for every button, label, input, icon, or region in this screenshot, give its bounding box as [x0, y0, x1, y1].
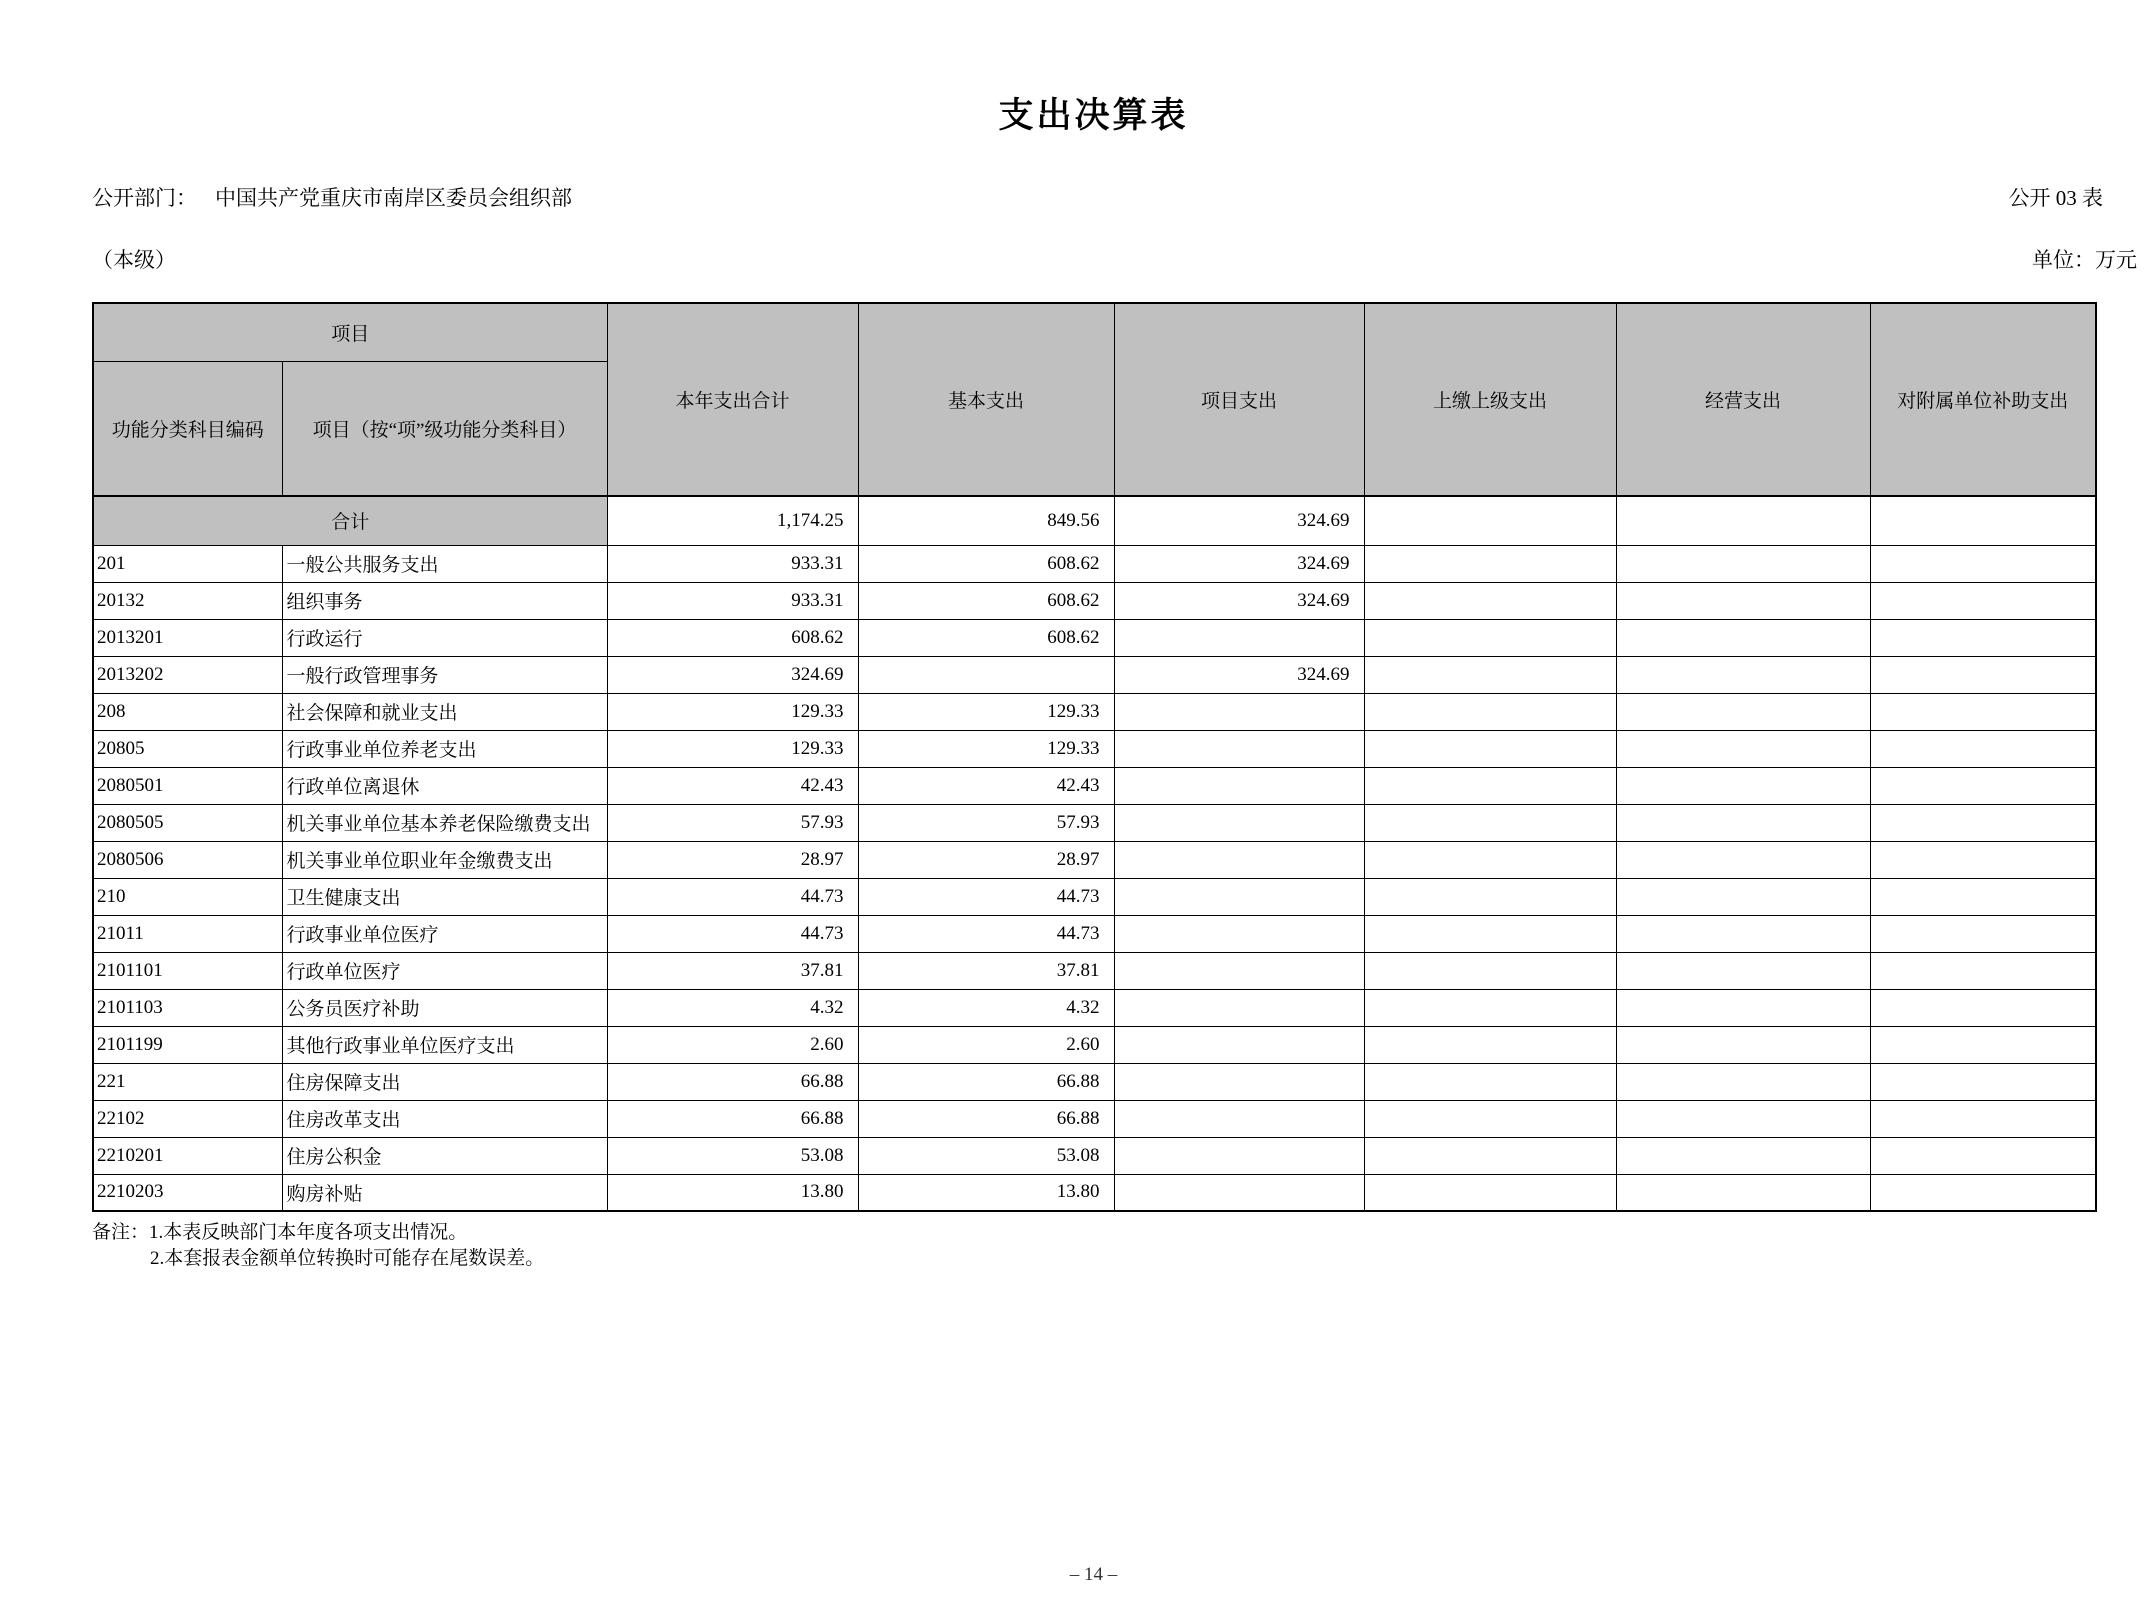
row-upper-level-expenditure [1364, 693, 1616, 730]
row-function-code: 22102 [93, 1100, 282, 1137]
row-function-code: 2101101 [93, 952, 282, 989]
row-this-year-total: 28.97 [607, 841, 858, 878]
row-this-year-total: 4.32 [607, 989, 858, 1026]
row-upper-level-expenditure [1364, 989, 1616, 1026]
row-project-expenditure [1114, 952, 1364, 989]
row-upper-level-expenditure [1364, 545, 1616, 582]
row-operating-expenditure [1616, 1100, 1870, 1137]
row-this-year-total: 2.60 [607, 1026, 858, 1063]
row-upper-level-expenditure [1364, 1137, 1616, 1174]
row-function-code: 221 [93, 1063, 282, 1100]
row-basic-expenditure: 608.62 [858, 582, 1114, 619]
row-item-name: 行政运行 [282, 619, 607, 656]
total-basic: 849.56 [858, 496, 1114, 545]
row-this-year-total: 608.62 [607, 619, 858, 656]
header-col-subsidy: 对附属单位补助支出 [1870, 303, 2096, 496]
table-body [93, 496, 2096, 1211]
row-item-name: 机关事业单位基本养老保险缴费支出 [282, 804, 607, 841]
row-basic-expenditure: 44.73 [858, 878, 1114, 915]
row-subsidy-expenditure [1870, 878, 2096, 915]
row-operating-expenditure [1616, 1174, 1870, 1211]
row-basic-expenditure: 13.80 [858, 1174, 1114, 1211]
row-basic-expenditure [858, 656, 1114, 693]
table-row [93, 952, 2096, 989]
row-operating-expenditure [1616, 915, 1870, 952]
row-subsidy-expenditure [1870, 767, 2096, 804]
row-item-name: 机关事业单位职业年金缴费支出 [282, 841, 607, 878]
total-subsidy [1870, 496, 2096, 545]
row-this-year-total: 37.81 [607, 952, 858, 989]
row-item-name: 行政事业单位医疗 [282, 915, 607, 952]
row-item-name: 一般公共服务支出 [282, 545, 607, 582]
row-upper-level-expenditure [1364, 619, 1616, 656]
row-upper-level-expenditure [1364, 1174, 1616, 1211]
row-this-year-total: 13.80 [607, 1174, 858, 1211]
total-upper-level [1364, 496, 1616, 545]
row-basic-expenditure: 44.73 [858, 915, 1114, 952]
table-row [93, 915, 2096, 952]
page-number: – 14 – [1069, 1564, 1118, 1585]
row-subsidy-expenditure [1870, 619, 2096, 656]
row-basic-expenditure: 4.32 [858, 989, 1114, 1026]
row-subsidy-expenditure [1870, 1026, 2096, 1063]
header-meta [92, 182, 2137, 274]
row-subsidy-expenditure [1870, 915, 2096, 952]
row-operating-expenditure [1616, 767, 1870, 804]
row-project-expenditure: 324.69 [1114, 582, 1364, 619]
row-operating-expenditure [1616, 545, 1870, 582]
row-project-expenditure [1114, 878, 1364, 915]
row-upper-level-expenditure [1364, 582, 1616, 619]
row-this-year-total: 324.69 [607, 656, 858, 693]
table-row [93, 804, 2096, 841]
row-subsidy-expenditure [1870, 989, 2096, 1026]
row-function-code: 20132 [93, 582, 282, 619]
row-operating-expenditure [1616, 989, 1870, 1026]
row-this-year-total: 129.33 [607, 693, 858, 730]
table-row [93, 656, 2096, 693]
header-col-basic-expenditure: 基本支出 [858, 303, 1114, 496]
row-this-year-total: 933.31 [607, 545, 858, 582]
row-function-code: 208 [93, 693, 282, 730]
row-subsidy-expenditure [1870, 804, 2096, 841]
row-function-code: 2210201 [93, 1137, 282, 1174]
table-row [93, 582, 2096, 619]
department-label: 公开部门： [92, 186, 197, 210]
footnote-line-1: 备注：1.本表反映部门本年度各项支出情况。 [92, 1222, 468, 1243]
row-basic-expenditure: 57.93 [858, 804, 1114, 841]
total-this-year: 1,174.25 [607, 496, 858, 545]
row-project-expenditure [1114, 1137, 1364, 1174]
row-item-name: 公务员医疗补助 [282, 989, 607, 1026]
row-project-expenditure [1114, 767, 1364, 804]
row-operating-expenditure [1616, 804, 1870, 841]
table-row [93, 730, 2096, 767]
row-function-code: 20805 [93, 730, 282, 767]
row-upper-level-expenditure [1364, 1063, 1616, 1100]
header-col-operating: 经营支出 [1616, 303, 1870, 496]
table-row [93, 1026, 2096, 1063]
table-row [93, 767, 2096, 804]
row-operating-expenditure [1616, 841, 1870, 878]
row-function-code: 2101103 [93, 989, 282, 1026]
row-subsidy-expenditure [1870, 1100, 2096, 1137]
row-this-year-total: 933.31 [607, 582, 858, 619]
row-function-code: 21011 [93, 915, 282, 952]
table-header [93, 303, 2096, 496]
row-subsidy-expenditure [1870, 693, 2096, 730]
table-row [93, 545, 2096, 582]
row-item-name: 住房保障支出 [282, 1063, 607, 1100]
row-project-expenditure [1114, 730, 1364, 767]
row-operating-expenditure [1616, 1137, 1870, 1174]
footnotes [92, 1220, 2149, 1272]
table-row [93, 841, 2096, 878]
header-col-function-code: 功能分类科目编码 [93, 361, 282, 496]
department-line [92, 182, 572, 212]
row-upper-level-expenditure [1364, 1100, 1616, 1137]
level-label: （本级） [92, 248, 176, 272]
header-group-item: 项目 [93, 303, 607, 361]
row-basic-expenditure: 42.43 [858, 767, 1114, 804]
row-this-year-total: 66.88 [607, 1063, 858, 1100]
row-subsidy-expenditure [1870, 841, 2096, 878]
row-function-code: 2101199 [93, 1026, 282, 1063]
row-item-name: 住房公积金 [282, 1137, 607, 1174]
row-upper-level-expenditure [1364, 730, 1616, 767]
row-item-name: 购房补贴 [282, 1174, 607, 1211]
row-this-year-total: 129.33 [607, 730, 858, 767]
row-function-code: 2013201 [93, 619, 282, 656]
row-upper-level-expenditure [1364, 804, 1616, 841]
row-this-year-total: 53.08 [607, 1137, 858, 1174]
row-subsidy-expenditure [1870, 545, 2096, 582]
row-basic-expenditure: 129.33 [858, 693, 1114, 730]
table-row [93, 878, 2096, 915]
table-row [93, 1063, 2096, 1100]
row-project-expenditure [1114, 693, 1364, 730]
row-subsidy-expenditure [1870, 1063, 2096, 1100]
table-code-label: 公开 03 表 [2008, 186, 2103, 210]
row-subsidy-expenditure [1870, 582, 2096, 619]
row-operating-expenditure [1616, 730, 1870, 767]
row-subsidy-expenditure [1870, 1137, 2096, 1174]
row-project-expenditure [1114, 915, 1364, 952]
document-page [0, 96, 2149, 1616]
row-basic-expenditure: 66.88 [858, 1063, 1114, 1100]
table-row [93, 693, 2096, 730]
row-upper-level-expenditure [1364, 915, 1616, 952]
total-row [93, 496, 2096, 545]
total-operating [1616, 496, 1870, 545]
row-upper-level-expenditure [1364, 656, 1616, 693]
row-subsidy-expenditure [1870, 730, 2096, 767]
header-col-total-expenditure: 本年支出合计 [607, 303, 858, 496]
row-function-code: 2080501 [93, 767, 282, 804]
row-item-name: 其他行政事业单位医疗支出 [282, 1026, 607, 1063]
row-project-expenditure [1114, 804, 1364, 841]
row-function-code: 2210203 [93, 1174, 282, 1211]
unit-label: 单位：万元 [2032, 248, 2137, 272]
row-operating-expenditure [1616, 656, 1870, 693]
row-item-name: 社会保障和就业支出 [282, 693, 607, 730]
row-item-name: 组织事务 [282, 582, 607, 619]
meta-row-1 [92, 182, 2137, 212]
row-operating-expenditure [1616, 1026, 1870, 1063]
row-function-code: 210 [93, 878, 282, 915]
header-col-upper-level: 上缴上级支出 [1364, 303, 1616, 496]
row-this-year-total: 42.43 [607, 767, 858, 804]
row-basic-expenditure: 37.81 [858, 952, 1114, 989]
page-title: 支出决算表 [998, 96, 1189, 135]
meta-row-2 [92, 244, 2137, 274]
row-function-code: 2013202 [93, 656, 282, 693]
row-basic-expenditure: 2.60 [858, 1026, 1114, 1063]
row-project-expenditure: 324.69 [1114, 545, 1364, 582]
row-function-code: 2080505 [93, 804, 282, 841]
row-this-year-total: 57.93 [607, 804, 858, 841]
table-row [93, 989, 2096, 1026]
header-col-project-expenditure: 项目支出 [1114, 303, 1364, 496]
row-operating-expenditure [1616, 619, 1870, 656]
row-project-expenditure [1114, 1174, 1364, 1211]
row-project-expenditure [1114, 1100, 1364, 1137]
table-row [93, 1100, 2096, 1137]
row-upper-level-expenditure [1364, 952, 1616, 989]
row-item-name: 行政单位医疗 [282, 952, 607, 989]
row-project-expenditure [1114, 989, 1364, 1026]
row-project-expenditure: 324.69 [1114, 656, 1364, 693]
footnote-line-2: 2.本套报表金额单位转换时可能存在尾数误差。 [150, 1248, 545, 1269]
row-operating-expenditure [1616, 693, 1870, 730]
row-function-code: 2080506 [93, 841, 282, 878]
row-item-name: 行政事业单位养老支出 [282, 730, 607, 767]
department-value: 中国共产党重庆市南岸区委员会组织部 [215, 186, 572, 210]
row-subsidy-expenditure [1870, 952, 2096, 989]
row-operating-expenditure [1616, 582, 1870, 619]
total-project: 324.69 [1114, 496, 1364, 545]
row-function-code: 201 [93, 545, 282, 582]
row-basic-expenditure: 129.33 [858, 730, 1114, 767]
row-item-name: 住房改革支出 [282, 1100, 607, 1137]
row-basic-expenditure: 66.88 [858, 1100, 1114, 1137]
row-item-name: 一般行政管理事务 [282, 656, 607, 693]
table-row [93, 619, 2096, 656]
row-project-expenditure [1114, 1026, 1364, 1063]
row-project-expenditure [1114, 841, 1364, 878]
row-operating-expenditure [1616, 952, 1870, 989]
row-operating-expenditure [1616, 1063, 1870, 1100]
table-row [93, 1137, 2096, 1174]
row-basic-expenditure: 53.08 [858, 1137, 1114, 1174]
row-upper-level-expenditure [1364, 878, 1616, 915]
row-upper-level-expenditure [1364, 1026, 1616, 1063]
row-item-name: 卫生健康支出 [282, 878, 607, 915]
expenditure-table [92, 302, 2097, 1212]
table-row [93, 1174, 2096, 1211]
row-upper-level-expenditure [1364, 841, 1616, 878]
row-this-year-total: 44.73 [607, 878, 858, 915]
row-basic-expenditure: 608.62 [858, 619, 1114, 656]
row-project-expenditure [1114, 1063, 1364, 1100]
row-basic-expenditure: 608.62 [858, 545, 1114, 582]
total-label: 合计 [93, 496, 607, 545]
row-subsidy-expenditure [1870, 656, 2096, 693]
row-item-name: 行政单位离退休 [282, 767, 607, 804]
row-operating-expenditure [1616, 878, 1870, 915]
row-basic-expenditure: 28.97 [858, 841, 1114, 878]
row-this-year-total: 66.88 [607, 1100, 858, 1137]
row-subsidy-expenditure [1870, 1174, 2096, 1211]
row-project-expenditure [1114, 619, 1364, 656]
header-col-item-name: 项目（按“项”级功能分类科目） [282, 361, 607, 496]
row-this-year-total: 44.73 [607, 915, 858, 952]
row-upper-level-expenditure [1364, 767, 1616, 804]
